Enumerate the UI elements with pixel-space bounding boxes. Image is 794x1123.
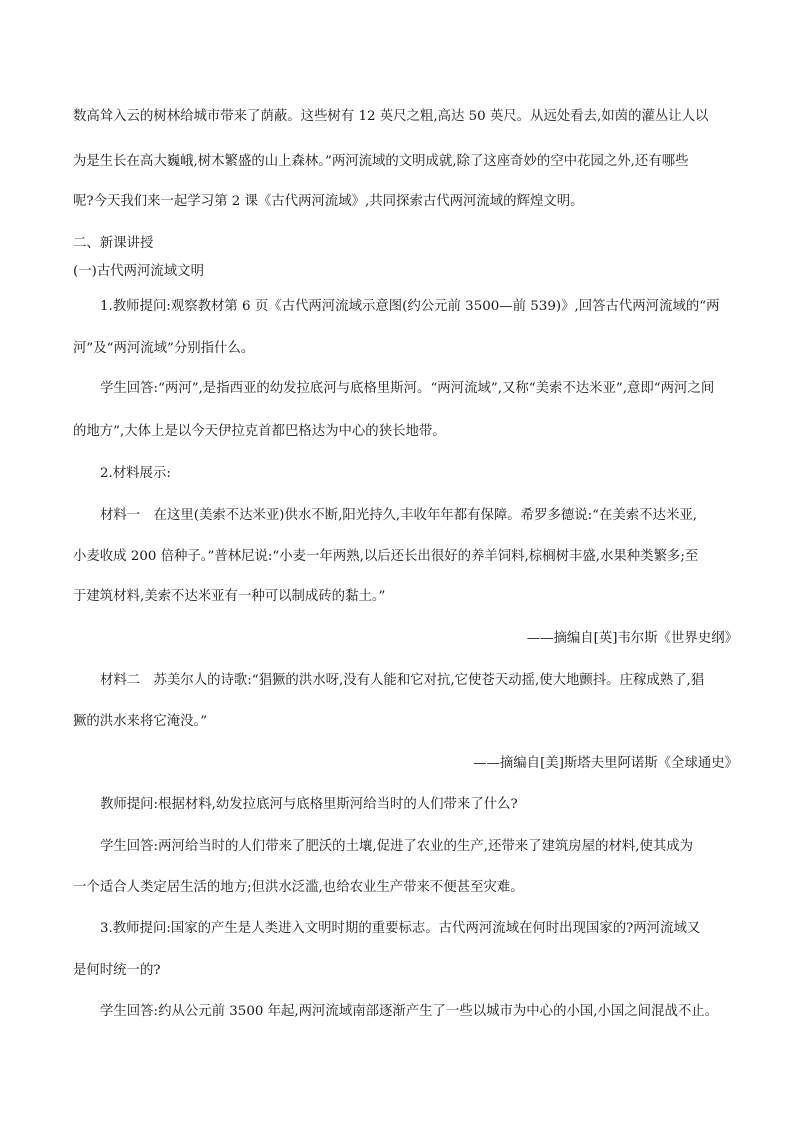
question-1-line-2: 河”及“两河流域”分别指什么。 [73,341,255,356]
section-title: 二、新课讲授 [73,236,154,251]
intro-line-3: 呢?今天我们来一起学习第 2 课《古代两河流域》,共同探索古代两河流域的辉煌文明。 [73,194,584,209]
material-1-line-3: 于建筑材料,美索不达米亚有一种可以制成砖的黏土。” [73,589,386,604]
answer-1-line-2: 的地方”,大体上是以今天伊拉克首都巴格达为中心的狭长地带。 [73,424,446,439]
intro-line-1: 数高耸入云的树林给城市带来了荫蔽。这些树有 12 英尺之粗,高达 50 英尺。从远处看去,如茵的灌丛让人以 [73,109,709,124]
answer-3-line-1: 学生回答:约从公元前 3500 年起,两河流域南部逐渐产生了一些以城市为中心的小国,小国之间混战不止。 [100,1004,719,1019]
question-3-line-1: 3.教师提问:国家的产生是人类进入文明时期的重要标志。古代两河流域在何时出现国家的?两河流域又 [100,921,701,936]
answer-2-line-2: 一个适合人类定居生活的地方;但洪水泛滥,也给农业生产带来不便甚至灾难。 [73,880,524,895]
material-2-line-1: 材料二 苏美尔人的诗歌:“猖獗的洪水呀,没有人能和它对抗,它使苍天动摇,使大地颤抖。庄稼成熟了,猖 [100,673,705,688]
answer-2-line-1: 学生回答:两河给当时的人们带来了肥沃的土壤,促进了农业的生产,还带来了建筑房屋的材料,使其成为 [100,839,694,854]
material-2-line-2: 獗的洪水来将它淹没。” [73,714,208,729]
section-subtitle: (一)古代两河流域文明 [73,264,204,279]
material-1-source: ——摘编自[英]韦尔斯《世界史纲》 [526,631,738,646]
question-2-line-1: 教师提问:根据材料,幼发拉底河与底格里斯河给当时的人们带来了什么? [100,797,518,812]
materials-title: 2.材料展示: [100,466,171,481]
question-3-line-2: 是何时统一的? [73,963,161,978]
material-2-source: ——摘编自[美]斯塔夫里阿诺斯《全球通史》 [473,756,738,771]
question-1-line-1: 1.教师提问:观察教材第 6 页《古代两河流域示意图(约公元前 3500—前 539)》,回答古代两河流域的“两 [100,299,720,314]
answer-1-line-1: 学生回答:“两河”,是指西亚的幼发拉底河与底格里斯河。“两河流域”,又称“美索不达米亚”,意即“两河之间 [100,381,715,396]
material-1-line-2: 小麦收成 200 倍种子。”普林尼说:“小麦一年两熟,以后还长出很好的养羊饲料,棕榈树丰盛,水果种类繁多;至 [73,549,699,564]
material-1-line-1: 材料一 在这里(美索不达米亚)供水不断,阳光持久,丰收年年都有保障。希罗多德说:“在美索不达米亚, [100,508,697,523]
intro-line-2: 为是生长在高大巍峨,树木繁盛的山上森林。”两河流域的文明成就,除了这座奇妙的空中花园之外,还有哪些 [73,154,689,169]
